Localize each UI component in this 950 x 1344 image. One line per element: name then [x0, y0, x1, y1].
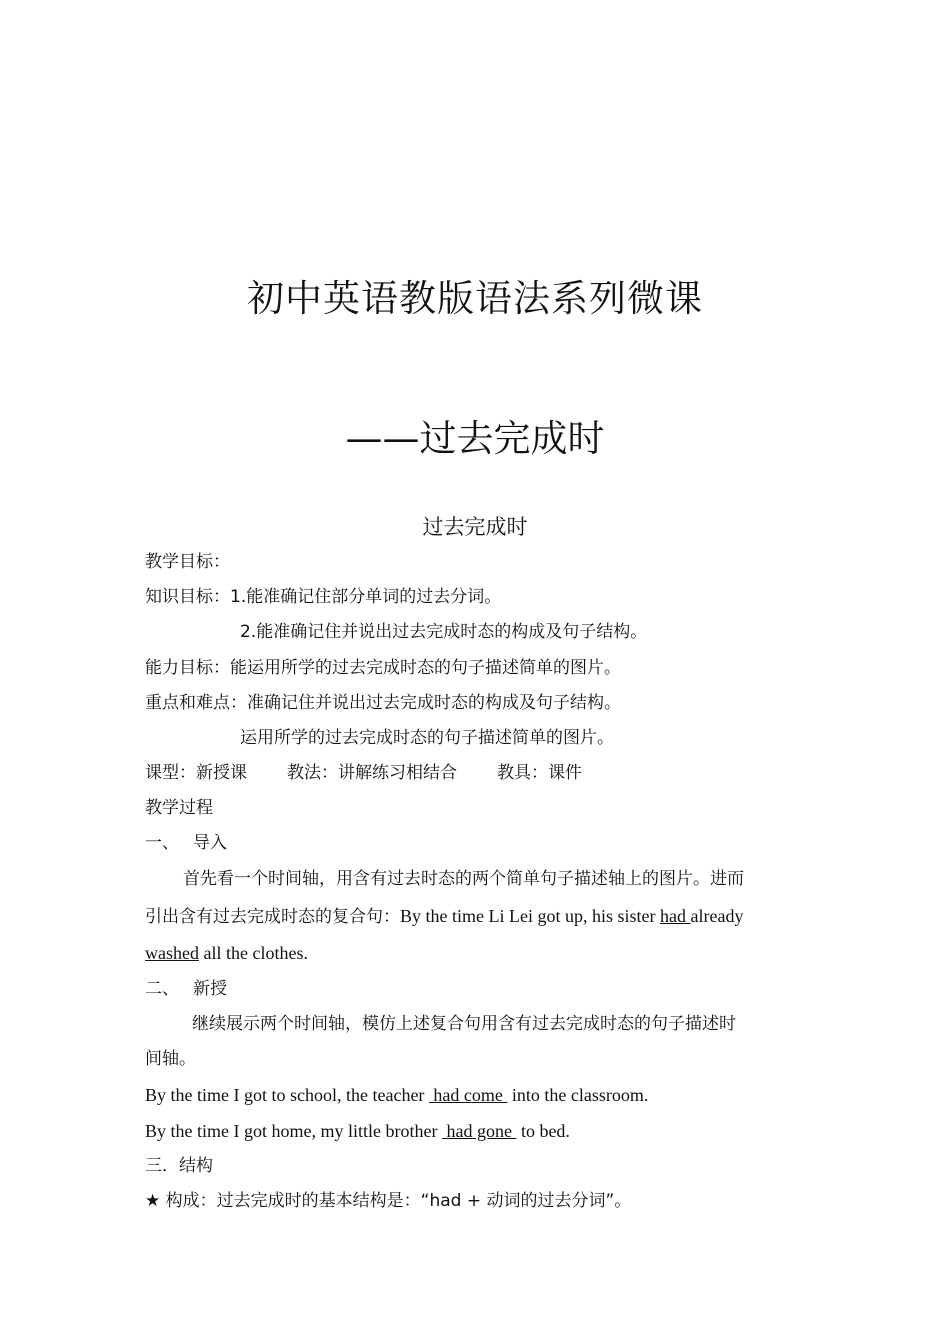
example-sentence-2 — [145, 1120, 570, 1143]
part1-already: already — [690, 906, 744, 926]
part1-paragraph-line1: 首先看一个时间轴，用含有过去时态的两个简单句子描述轴上的图片。进而 — [183, 869, 744, 889]
part1-sentence-end: all the clothes. — [198, 943, 308, 963]
teaching-goals-label: 教学目标： — [145, 552, 230, 572]
part2-heading — [145, 978, 227, 1000]
part1-paragraph-line3 — [145, 942, 308, 965]
ability-goal-line — [145, 657, 621, 679]
key-point-2: 运用所学的过去完成时态的句子描述简单的图片。 — [240, 728, 614, 748]
example2-start: By the time I got home, my little brother — [145, 1121, 442, 1141]
part2-title: 新授 — [193, 979, 227, 999]
part1-example-sentence: By the time Li Lei got up, his sister — [400, 906, 660, 926]
knowledge-goal-label: 知识目标： — [145, 587, 230, 607]
part3-heading: 三．结构 — [145, 1156, 213, 1176]
star-icon: ★ — [145, 1191, 161, 1211]
knowledge-goal-2: 2.能准确记住并说出过去完成时态的构成及句子结构。 — [240, 622, 648, 642]
example2-end: to bed. — [516, 1121, 570, 1141]
lesson-info-line — [145, 762, 582, 784]
part1-intro-text: 引出含有过去完成时态的复合句： — [145, 907, 400, 927]
part1-paragraph-line2 — [145, 905, 743, 928]
document-subtitle: ——过去完成时 — [345, 417, 605, 460]
key-point-1: 准确记住并说出过去完成时态的构成及句子结构。 — [247, 693, 621, 713]
key-points-label: 重点和难点： — [145, 693, 247, 713]
example-sentence-1 — [145, 1084, 648, 1107]
part1-had-underlined: had — [659, 906, 691, 926]
part1-number: 一、 — [145, 833, 179, 853]
section-title: 过去完成时 — [422, 515, 528, 539]
part2-paragraph-line1: 继续展示两个时间轴，模仿上述复合句用含有过去完成时态的句子描述时 — [192, 1014, 736, 1034]
document-title: 初中英语教版语法系列微课 — [247, 277, 703, 320]
part1-washed-underlined: washed — [145, 943, 199, 963]
example1-blank-answer: had come — [428, 1085, 508, 1105]
key-points-line-1 — [145, 692, 621, 714]
lesson-type: 课型：新授课 — [145, 763, 247, 783]
example2-blank-answer: had gone — [441, 1121, 517, 1141]
structure-text: 构成：过去完成时的基本结构是：“had + 动词的过去分词”。 — [160, 1191, 632, 1211]
ability-goal-text: 能运用所学的过去完成时态的句子描述简单的图片。 — [230, 658, 621, 678]
knowledge-goal-line-1 — [145, 586, 501, 608]
knowledge-goal-1: 1.能准确记住部分单词的过去分词。 — [230, 587, 502, 607]
part1-heading — [145, 832, 227, 854]
part2-paragraph-line2: 间轴。 — [145, 1049, 196, 1069]
example1-end: into the classroom. — [507, 1085, 649, 1105]
process-label: 教学过程 — [145, 798, 213, 818]
teaching-tools: 教具：课件 — [497, 763, 582, 783]
ability-goal-label: 能力目标： — [145, 658, 230, 678]
part2-number: 二、 — [145, 979, 179, 999]
teaching-method: 教法：讲解练习相结合 — [287, 763, 457, 783]
structure-line — [145, 1190, 631, 1212]
example1-start: By the time I got to school, the teacher — [145, 1085, 429, 1105]
part1-title: 导入 — [193, 833, 227, 853]
